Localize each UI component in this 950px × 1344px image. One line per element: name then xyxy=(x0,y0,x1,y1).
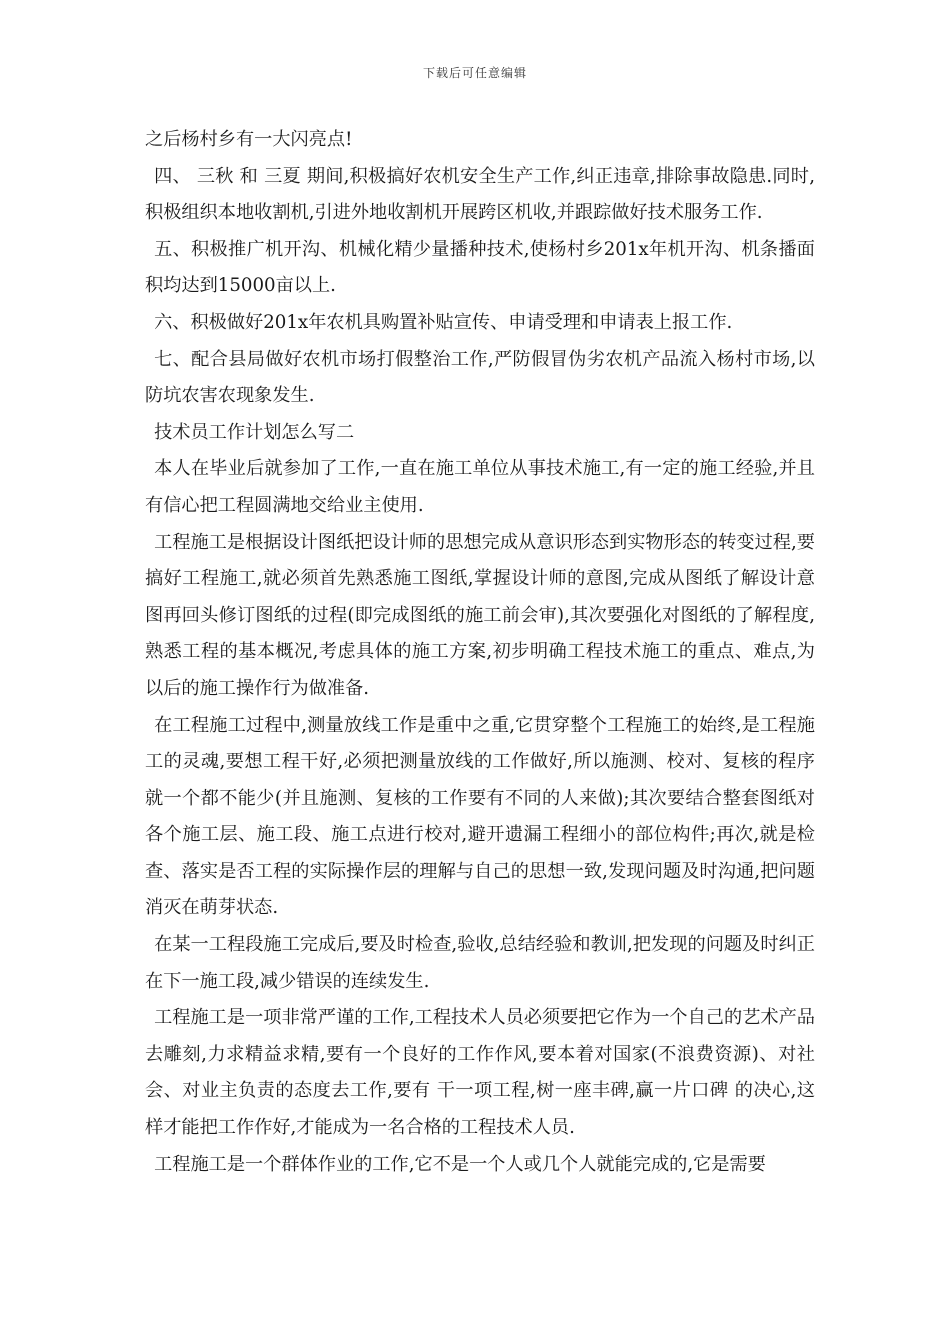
paragraph-drawings: 工程施工是根据设计图纸把设计师的思想完成从意识形态到实物形态的转变过程,要搞好工程施工,就必须首先熟悉施工图纸,掌握设计师的意图,完成从图纸了解设计意图再回头修订图纸的过程(即完成图纸的施工前会审),其次要强化对图纸的了解程度,熟悉工程的基本概况,考虑具体的施工方案,初步明确工程技术施工的重点、难点,为以后的施工操作行为做准备. xyxy=(145,531,815,699)
page-header: 下载后可任意编辑 xyxy=(422,66,527,80)
section-heading: 技术员工作计划怎么写二 xyxy=(154,421,355,443)
paragraph-intro: 本人在毕业后就参加了工作,一直在施工单位从事技术施工,有一定的施工经验,并且有信心把工程圆满地交给业主使用. xyxy=(145,458,815,516)
paragraph-item-7: 七、配合县局做好农机市场打假整治工作,严防假冒伪劣农机产品流入杨村市场,以防坑农害农现象发生. xyxy=(145,348,815,407)
paragraph-inspection: 在某一工程段施工完成后,要及时检查,验收,总结经验和教训,把发现的问题及时纠正在下一施工段,减少错误的连续发生. xyxy=(145,934,815,992)
paragraph-item-6: 六、积极做好201x年农机具购置补贴宣传、申请受理和申请表上报工作. xyxy=(154,311,733,333)
paragraph-item-5: 五、积极推广机开沟、机械化精少量播种技术,使杨村乡201x年机开沟、机条播面积均达到15000亩以上. xyxy=(145,238,815,297)
paragraph-teamwork: 工程施工是一个群体作业的工作,它不是一个人或几个人就能完成的,它是需要 xyxy=(154,1153,766,1175)
document-body xyxy=(145,122,815,1183)
paragraph-attitude: 工程施工是一项非常严谨的工作,工程技术人员必须要把它作为一个自己的艺术产品去雕刻,力求精益求精,要有一个良好的工作作风,要本着对国家(不浪费资源)、对社会、对业主负责的态度去工作,要有 干一项工程,树一座丰碑,赢一片口碑 的决心,这样才能把工作作好,才能成为一名合格的工程技术人员. xyxy=(145,1007,815,1139)
paragraph-continuation: 之后杨村乡有一大闪亮点! xyxy=(145,129,353,150)
paragraph-item-4: 四、 三秋 和 三夏 期间,积极搞好农机安全生产工作,纠正违章,排除事故隐患.同时,积极组织本地收割机,引进外地收割机开展跨区机收,并跟踪做好技术服务工作. xyxy=(145,165,815,224)
paragraph-surveying: 在工程施工过程中,测量放线工作是重中之重,它贯穿整个工程施工的始终,是工程施工的灵魂,要想工程干好,必须把测量放线的工作做好,所以施测、校对、复核的程序就一个都不能少(并且施测、复核的工作要有不同的人来做);其次要结合整套图纸对各个施工层、施工段、施工点进行校对,避开遗漏工程细小的部位构件;再次,就是检查、落实是否工程的实际操作层的理解与自己的思想一致,发现问题及时沟通,把问题消灭在萌芽状态. xyxy=(145,714,815,919)
